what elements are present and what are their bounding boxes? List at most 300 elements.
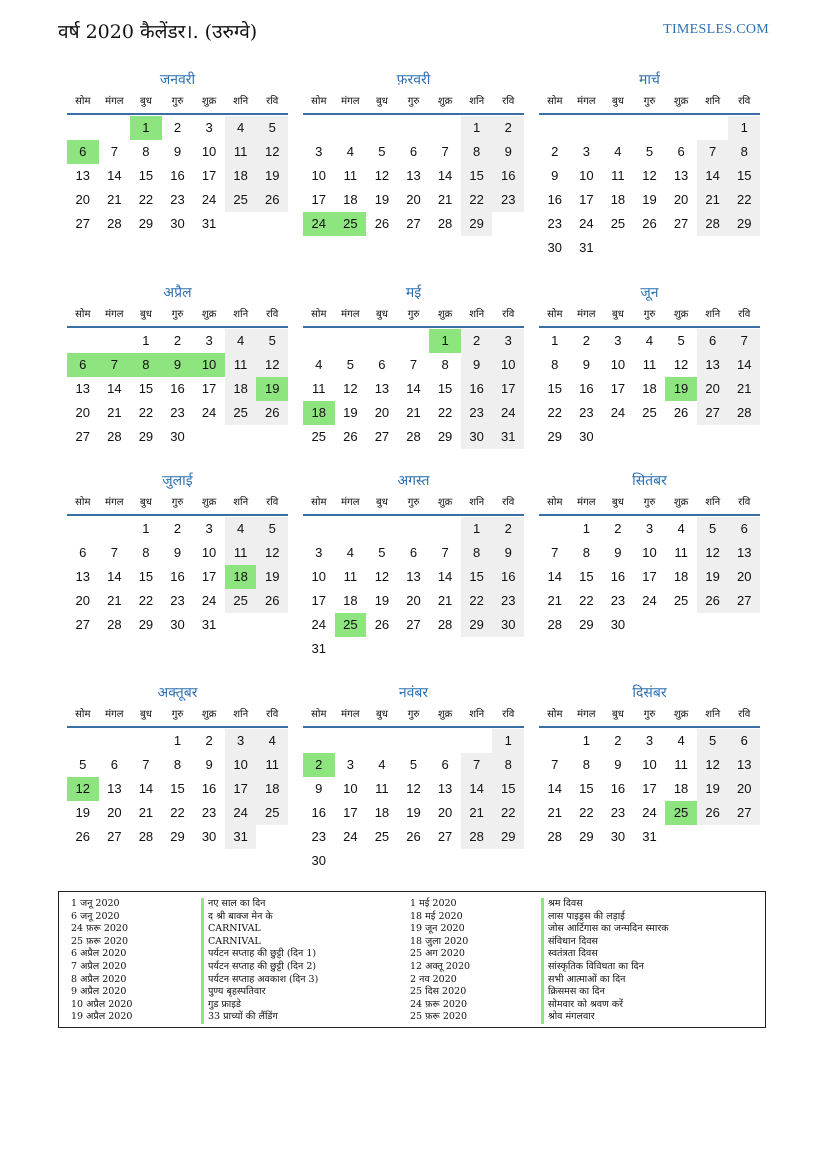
day-cell: 11 — [375, 781, 389, 796]
legend-entry: स्वतंत्रता दिवस — [541, 948, 669, 961]
legend-entry: 8 अप्रैल 2020 — [71, 973, 127, 985]
day-cell: 8 — [173, 757, 182, 772]
day-cell: 15 — [437, 381, 453, 396]
weekday-label: बुध — [376, 497, 388, 508]
day-cell: 30 — [610, 829, 626, 844]
weekday-label: शुक्र — [673, 309, 689, 320]
day-cell: 10 — [201, 545, 217, 560]
holiday-day-cell: 19 — [665, 377, 697, 401]
day-cell: 2 — [551, 144, 559, 159]
day-cell: 15 — [461, 164, 493, 188]
day-cell: 23 — [461, 401, 493, 425]
day-cell: 12 — [406, 781, 421, 796]
day-cell: 31 — [579, 240, 594, 255]
day-cell: 20 — [75, 192, 91, 207]
day-cell: 14 — [728, 353, 760, 377]
day-cell: 31 — [311, 641, 327, 656]
day-cell: 22 — [138, 593, 154, 608]
day-cell: 8 — [142, 545, 150, 560]
day-cell: 29 — [437, 429, 453, 444]
weekday-label: मंगल — [105, 309, 124, 320]
weekday-header — [303, 706, 524, 728]
day-cell: 26 — [642, 216, 657, 231]
holiday-day-cell: 1 — [429, 329, 461, 353]
legend-entry: 6 अप्रैल 2020 — [71, 948, 127, 960]
day-cell: 14 — [697, 164, 729, 188]
day-cell: 3 — [205, 120, 213, 135]
holiday-day-cell: 7 — [99, 353, 131, 377]
day-cell: 4 — [614, 144, 622, 159]
day-cell: 8 — [582, 545, 590, 560]
day-cell: 2 — [582, 333, 590, 348]
day-cell: 11 — [225, 541, 257, 565]
day-cell: 1 — [582, 733, 590, 748]
month-name: अक्तूबर — [157, 685, 198, 701]
holiday-day-cell: 6 — [67, 140, 99, 164]
day-cell: 23 — [311, 829, 327, 844]
empty-cell — [303, 329, 335, 353]
day-grid — [303, 517, 524, 661]
legend-entry: 6 जनू 2020 — [71, 910, 120, 922]
day-grid — [303, 329, 524, 449]
legend-names-col2 — [541, 898, 669, 1024]
month-name: अप्रैल — [163, 285, 192, 301]
month-block — [67, 680, 288, 849]
day-cell: 6 — [378, 357, 386, 372]
day-cell: 3 — [315, 144, 323, 159]
day-cell: 27 — [107, 829, 122, 844]
day-cell: 13 — [673, 168, 689, 183]
weekday-label: शुक्र — [201, 96, 217, 107]
day-cell: 31 — [492, 425, 524, 449]
day-cell: 16 — [610, 569, 626, 584]
month-block — [303, 468, 524, 661]
legend-entry: 2 नव 2020 — [410, 973, 457, 985]
holiday-day-cell: 25 — [335, 212, 367, 236]
day-cell: 22 — [461, 188, 493, 212]
legend-entry: 12 अक्तू 2020 — [410, 960, 471, 972]
day-cell: 27 — [406, 216, 421, 231]
empty-cell — [99, 729, 131, 753]
day-cell: 11 — [225, 353, 257, 377]
day-cell: 7 — [409, 357, 418, 372]
day-cell: 19 — [697, 777, 729, 801]
day-cell: 2 — [492, 517, 524, 541]
day-cell: 18 — [225, 164, 257, 188]
weekday-label: सोम — [311, 96, 327, 107]
legend-entry: 25 दिस 2020 — [410, 986, 467, 998]
weekday-label: सोम — [75, 96, 91, 107]
day-cell: 16 — [170, 168, 185, 183]
day-cell: 16 — [610, 781, 626, 796]
day-cell: 21 — [437, 192, 453, 207]
day-cell: 15 — [170, 781, 185, 796]
day-cell: 2 — [614, 521, 622, 536]
day-cell: 27 — [728, 801, 760, 825]
weekday-header — [303, 494, 524, 516]
weekday-label: रवि — [738, 96, 751, 107]
day-cell: 4 — [378, 757, 386, 772]
day-cell: 22 — [492, 801, 524, 825]
legend-names-col1 — [201, 898, 318, 1024]
weekday-label: शुक्र — [437, 709, 453, 720]
weekday-label: रवि — [502, 96, 515, 107]
weekday-label: गुरु — [643, 497, 656, 508]
day-cell: 19 — [256, 565, 288, 589]
day-cell: 13 — [437, 781, 453, 796]
month-block — [539, 468, 760, 637]
day-cell: 25 — [642, 405, 657, 420]
day-cell: 20 — [697, 377, 729, 401]
legend-entry: 7 अप्रैल 2020 — [71, 960, 127, 972]
day-cell: 17 — [225, 777, 257, 801]
day-cell: 7 — [142, 757, 150, 772]
day-cell: 17 — [343, 805, 358, 820]
day-cell: 7 — [441, 545, 449, 560]
day-cell: 21 — [107, 192, 122, 207]
weekday-header — [539, 306, 760, 328]
day-cell: 21 — [437, 593, 453, 608]
day-cell: 14 — [437, 168, 453, 183]
day-cell: 15 — [492, 777, 524, 801]
day-cell: 10 — [579, 168, 594, 183]
day-cell: 22 — [437, 405, 453, 420]
day-cell: 25 — [374, 829, 390, 844]
day-cell: 13 — [75, 168, 91, 183]
day-cell: 11 — [343, 168, 358, 183]
month-name: दिसंबर — [632, 685, 667, 701]
day-cell: 29 — [461, 613, 493, 637]
month-name: फ़रवरी — [396, 72, 431, 88]
empty-cell — [429, 729, 461, 753]
weekday-label: गुरु — [643, 96, 656, 107]
legend-entry: सोमवार को श्रवण करें — [541, 999, 669, 1012]
day-cell: 19 — [75, 805, 91, 820]
day-cell: 5 — [645, 144, 654, 159]
month-block — [539, 280, 760, 449]
weekday-label: शनि — [469, 96, 485, 107]
weekday-label: रवि — [502, 709, 515, 720]
day-cell: 26 — [374, 617, 390, 632]
day-cell: 29 — [138, 216, 154, 231]
legend-entry: 25 फ़रू 2020 — [71, 935, 129, 947]
day-cell: 10 — [311, 569, 327, 584]
legend-entry: द श्री बाक्ज मेन के — [201, 911, 318, 924]
empty-cell — [303, 116, 335, 140]
day-cell: 6 — [409, 545, 418, 560]
day-cell: 15 — [547, 381, 563, 396]
legend-entry: 9 अप्रैल 2020 — [71, 986, 127, 998]
weekday-label: बुध — [612, 709, 624, 720]
day-cell: 23 — [170, 405, 185, 420]
empty-cell — [602, 116, 634, 140]
holiday-day-cell: 24 — [303, 212, 335, 236]
day-cell: 17 — [642, 781, 657, 796]
day-cell: 6 — [409, 144, 418, 159]
empty-cell — [571, 116, 603, 140]
day-cell: 18 — [225, 377, 257, 401]
weekday-label: गुरु — [171, 709, 184, 720]
day-cell: 11 — [312, 381, 326, 396]
day-grid — [539, 329, 760, 449]
day-cell: 3 — [205, 521, 213, 536]
day-cell: 18 — [374, 805, 390, 820]
legend-entry: 18 मई 2020 — [410, 910, 463, 922]
legend-entry: पर्यटन सप्ताह की छुट्टी (दिन 2) — [201, 961, 318, 974]
day-cell: 1 — [173, 733, 182, 748]
day-cell: 1 — [461, 116, 493, 140]
day-cell: 27 — [437, 829, 453, 844]
day-cell: 10 — [311, 168, 327, 183]
weekday-label: बुध — [612, 96, 624, 107]
day-cell: 9 — [614, 757, 622, 772]
day-cell: 8 — [441, 357, 449, 372]
day-cell: 9 — [582, 357, 590, 372]
day-cell: 29 — [492, 825, 524, 849]
weekday-header — [67, 306, 288, 328]
legend-entry: श्रम दिवस — [541, 898, 669, 911]
empty-cell — [335, 517, 367, 541]
month-name: जून — [640, 285, 659, 301]
day-cell: 26 — [406, 829, 421, 844]
weekday-label: मंगल — [577, 96, 596, 107]
day-cell: 7 — [110, 144, 118, 159]
legend-entry: 25 फ़रू 2020 — [410, 1011, 468, 1023]
month-block — [67, 67, 288, 236]
day-cell: 28 — [107, 617, 122, 632]
empty-cell — [398, 729, 430, 753]
weekday-label: शुक्र — [437, 96, 453, 107]
day-cell: 20 — [728, 777, 760, 801]
day-cell: 27 — [728, 589, 760, 613]
legend-entry: श्रोव मंगलवार — [541, 1011, 669, 1024]
weekday-label: बुध — [140, 96, 152, 107]
day-cell: 2 — [173, 521, 182, 536]
day-cell: 5 — [697, 517, 729, 541]
weekday-label: मंगल — [577, 709, 596, 720]
day-cell: 6 — [697, 329, 729, 353]
day-cell: 31 — [225, 825, 257, 849]
day-cell: 6 — [677, 144, 685, 159]
day-cell: 4 — [346, 545, 354, 560]
day-cell: 7 — [551, 757, 559, 772]
holiday-day-cell: 19 — [256, 377, 288, 401]
day-cell: 28 — [461, 825, 493, 849]
day-cell: 31 — [201, 216, 217, 231]
weekday-label: सोम — [547, 96, 563, 107]
day-cell: 30 — [461, 425, 493, 449]
legend-dates-col1 — [71, 898, 132, 1024]
day-cell: 14 — [107, 569, 122, 584]
month-name: जनवरी — [159, 72, 196, 88]
day-cell: 11 — [674, 757, 688, 772]
weekday-header — [67, 494, 288, 516]
legend-entry: 19 अप्रैल 2020 — [71, 1011, 133, 1023]
day-cell: 12 — [697, 753, 729, 777]
day-cell: 17 — [642, 569, 657, 584]
empty-cell — [634, 116, 666, 140]
day-cell: 22 — [547, 405, 563, 420]
day-cell: 20 — [437, 805, 453, 820]
day-grid — [539, 116, 760, 260]
day-cell: 19 — [642, 192, 657, 207]
weekday-label: शुक्र — [201, 309, 217, 320]
day-cell: 30 — [170, 429, 185, 444]
day-cell: 18 — [642, 381, 657, 396]
empty-cell — [335, 729, 367, 753]
weekday-label: सोम — [75, 309, 91, 320]
day-cell: 9 — [551, 168, 559, 183]
day-cell: 12 — [343, 381, 358, 396]
day-cell: 26 — [374, 216, 390, 231]
day-cell: 16 — [201, 781, 217, 796]
day-cell: 8 — [551, 357, 559, 372]
day-cell: 13 — [728, 753, 760, 777]
day-cell: 22 — [170, 805, 185, 820]
day-grid — [67, 329, 288, 449]
weekday-label: सोम — [311, 309, 327, 320]
day-cell: 14 — [547, 781, 563, 796]
weekday-label: बुध — [612, 497, 624, 508]
day-cell: 30 — [170, 216, 185, 231]
empty-cell — [429, 116, 461, 140]
day-cell: 21 — [697, 188, 729, 212]
weekday-header — [539, 706, 760, 728]
weekday-label: गुरु — [171, 96, 184, 107]
day-cell: 6 — [728, 729, 760, 753]
day-cell: 28 — [697, 212, 729, 236]
weekday-label: सोम — [547, 309, 563, 320]
day-cell: 10 — [201, 144, 217, 159]
day-cell: 2 — [205, 733, 213, 748]
day-cell: 5 — [256, 116, 288, 140]
legend-entry: 10 अप्रैल 2020 — [71, 998, 133, 1010]
holiday-day-cell: 10 — [193, 353, 225, 377]
day-cell: 18 — [610, 192, 626, 207]
day-cell: 15 — [461, 565, 493, 589]
day-grid — [303, 729, 524, 873]
day-cell: 10 — [642, 545, 657, 560]
day-cell: 23 — [579, 405, 594, 420]
day-cell: 26 — [256, 188, 288, 212]
weekday-label: शनि — [705, 709, 721, 720]
empty-cell — [67, 517, 99, 541]
day-cell: 8 — [492, 753, 524, 777]
weekday-label: शनि — [233, 709, 249, 720]
day-cell: 22 — [728, 188, 760, 212]
holiday-legend — [58, 891, 766, 1028]
weekday-label: शनि — [705, 96, 721, 107]
day-cell: 9 — [492, 140, 524, 164]
empty-cell — [366, 517, 398, 541]
weekday-label: गुरु — [171, 309, 184, 320]
weekday-label: रवि — [266, 497, 279, 508]
day-cell: 11 — [674, 545, 688, 560]
empty-cell — [697, 116, 729, 140]
month-name: मार्च — [639, 72, 660, 88]
weekday-label: शनि — [469, 709, 485, 720]
day-cell: 24 — [201, 405, 217, 420]
legend-entry: गुड फ्राइडे — [201, 999, 318, 1012]
weekday-label: गुरु — [171, 497, 184, 508]
day-cell: 11 — [256, 753, 288, 777]
day-cell: 26 — [697, 589, 729, 613]
day-cell: 6 — [441, 757, 449, 772]
day-cell: 30 — [547, 240, 563, 255]
legend-entry: नए साल का दिन — [201, 898, 318, 911]
day-cell: 12 — [256, 353, 288, 377]
holiday-day-cell: 2 — [303, 753, 335, 777]
holiday-day-cell: 18 — [225, 565, 257, 589]
day-cell: 9 — [492, 541, 524, 565]
empty-cell — [366, 729, 398, 753]
day-cell: 18 — [343, 192, 358, 207]
day-cell: 4 — [346, 144, 354, 159]
day-cell: 21 — [138, 805, 154, 820]
weekday-label: रवि — [266, 309, 279, 320]
day-cell: 4 — [225, 517, 257, 541]
day-cell: 14 — [437, 569, 453, 584]
day-cell: 27 — [75, 617, 91, 632]
day-cell: 19 — [256, 164, 288, 188]
day-cell: 1 — [142, 521, 150, 536]
day-cell: 3 — [492, 329, 524, 353]
empty-cell — [67, 729, 99, 753]
weekday-label: मंगल — [577, 309, 596, 320]
legend-entry: 25 अग 2020 — [410, 948, 465, 960]
day-cell: 4 — [677, 733, 685, 748]
day-cell: 5 — [256, 329, 288, 353]
legend-entry: संविधान दिवस — [541, 936, 669, 949]
day-cell: 28 — [437, 216, 453, 231]
weekday-label: रवि — [738, 497, 751, 508]
day-cell: 17 — [201, 381, 217, 396]
weekday-label: शुक्र — [437, 497, 453, 508]
site-link[interactable]: TIMESLES.COM — [663, 22, 769, 37]
day-cell: 2 — [173, 120, 182, 135]
day-grid — [67, 729, 288, 849]
day-cell: 8 — [461, 541, 493, 565]
empty-cell — [303, 517, 335, 541]
legend-entry: CARNIVAL — [201, 936, 318, 949]
weekday-label: सोम — [547, 709, 563, 720]
day-cell: 22 — [461, 589, 493, 613]
day-cell: 24 — [311, 617, 327, 632]
weekday-label: बुध — [140, 497, 152, 508]
day-cell: 1 — [492, 729, 524, 753]
day-cell: 23 — [170, 593, 185, 608]
day-cell: 30 — [311, 853, 327, 868]
day-cell: 30 — [170, 617, 185, 632]
day-cell: 15 — [579, 569, 594, 584]
day-cell: 30 — [201, 829, 217, 844]
day-cell: 28 — [547, 829, 563, 844]
month-block — [539, 67, 760, 260]
weekday-label: शनि — [705, 497, 721, 508]
weekday-label: सोम — [311, 497, 327, 508]
weekday-label: गुरु — [407, 497, 420, 508]
day-cell: 10 — [343, 781, 358, 796]
day-cell: 20 — [406, 593, 421, 608]
month-name: मई — [405, 285, 422, 301]
page-title: वर्ष 2020 कैलेंडर।. (उरुग्वे) — [58, 21, 258, 43]
day-cell: 3 — [205, 333, 213, 348]
day-cell: 24 — [642, 593, 657, 608]
weekday-label: बुध — [612, 309, 624, 320]
day-cell: 6 — [110, 757, 118, 772]
weekday-label: रवि — [502, 309, 515, 320]
day-cell: 23 — [610, 805, 626, 820]
